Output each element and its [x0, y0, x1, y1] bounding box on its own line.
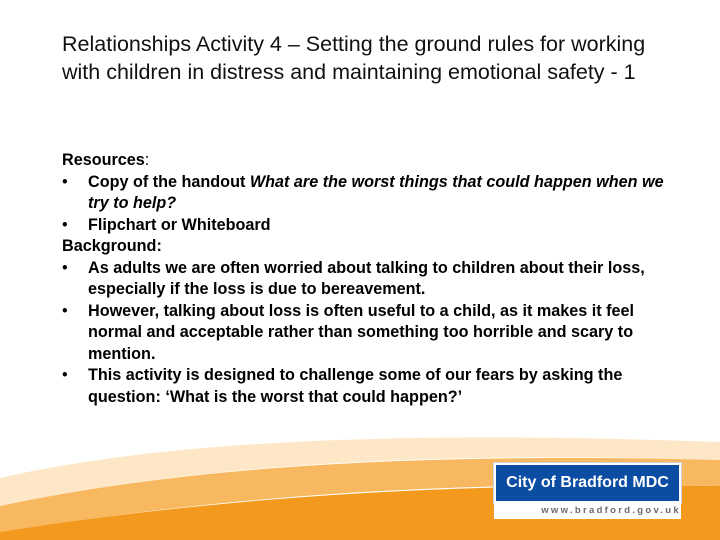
resource-text: Flipchart or Whiteboard: [88, 215, 271, 234]
background-text: However, talking about loss is often useful to a child, as it makes it feel normal and acceptable rather than something too horrible and scary to mention.: [88, 301, 635, 363]
resources-label: Resources: [62, 151, 145, 169]
list-item: [62, 172, 672, 215]
bullet: •: [62, 215, 68, 234]
background-list: [62, 258, 672, 409]
background-text: This activity is designed to challenge some of our fears by asking the question: ‘What is the worst that could happen?’: [88, 366, 623, 406]
list-item: [62, 365, 672, 408]
list-item: [62, 301, 672, 366]
handout-title: What are the worst things that could happen when we try to help?: [88, 172, 664, 212]
bradford-logo: [494, 463, 681, 519]
background-text: As adults we are often worried about talking to children about their loss, especially if the loss is due to bereavement.: [88, 258, 645, 298]
list-item: [62, 215, 672, 237]
slide-title: Relationships Activity 4 – Setting the ground rules for working with children in distress and maintaining emotional safety - 1: [62, 32, 646, 84]
bullet: •: [62, 301, 68, 320]
logo-name: City of Bradford MDC: [494, 463, 681, 503]
background-heading: Background:: [62, 237, 162, 255]
resource-text: Copy of the handout: [88, 172, 250, 191]
logo-url: www.bradford.gov.uk: [494, 503, 681, 519]
bullet: •: [62, 172, 68, 191]
list-item: [62, 258, 672, 301]
resources-colon: :: [144, 151, 150, 169]
bullet: •: [62, 258, 68, 277]
bullet: •: [62, 366, 68, 384]
resources-list: [62, 172, 672, 237]
resources-heading: [62, 150, 672, 172]
slide-body: [62, 150, 672, 408]
